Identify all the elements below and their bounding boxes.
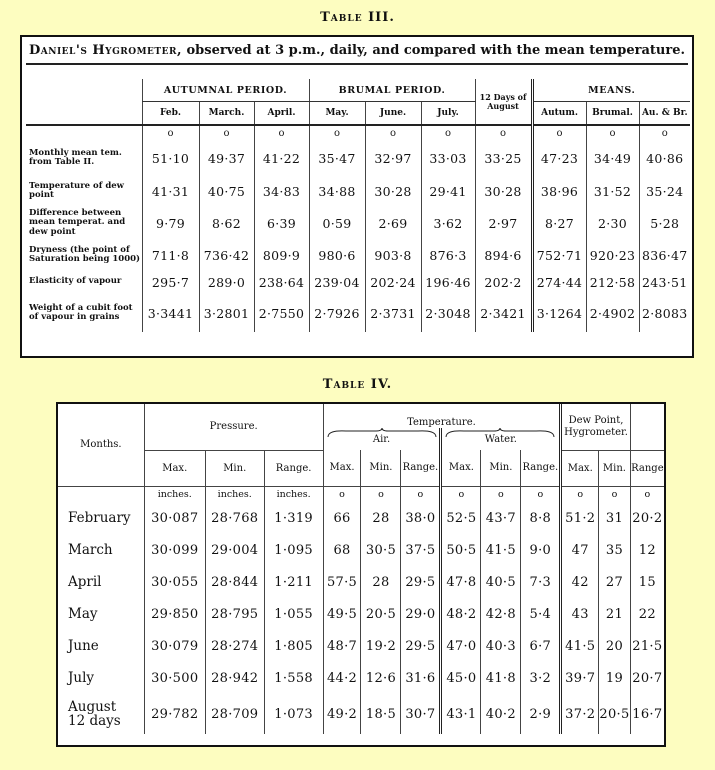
table-cell: 48·2 bbox=[441, 598, 481, 630]
table-cell: 41·31 bbox=[142, 176, 199, 206]
table-cell: 49·2 bbox=[323, 694, 361, 734]
table-cell: 38·0 bbox=[401, 502, 441, 534]
col-brumal: Brumal. bbox=[586, 102, 639, 126]
table-cell: 1·805 bbox=[264, 630, 323, 662]
table-cell: 2·4902 bbox=[586, 294, 639, 332]
table-cell: 5·28 bbox=[639, 206, 690, 240]
pressure-range: Range. bbox=[264, 450, 323, 486]
table-cell: 12 bbox=[630, 534, 664, 566]
col-april: April. bbox=[254, 102, 309, 126]
table-cell: 40·2 bbox=[481, 694, 521, 734]
table-cell: 876·3 bbox=[421, 240, 475, 270]
table-cell: 238·64 bbox=[254, 270, 309, 294]
table-cell: 920·23 bbox=[586, 240, 639, 270]
unit-degree: o bbox=[361, 486, 401, 502]
col-july: July. bbox=[421, 102, 475, 126]
table-cell: 29·850 bbox=[144, 598, 205, 630]
pressure-min: Min. bbox=[205, 450, 264, 486]
table-cell: 29·0 bbox=[401, 598, 441, 630]
table-cell: 295·7 bbox=[142, 270, 199, 294]
dew-max: Max. bbox=[561, 450, 599, 486]
water-range: Range. bbox=[521, 450, 561, 486]
table-cell: 35·24 bbox=[639, 176, 690, 206]
table-cell: 8·62 bbox=[199, 206, 254, 240]
table-3-title-rest: observed at 3 p.m., daily, and compared with the mean temperature. bbox=[181, 43, 686, 58]
table-cell: 31 bbox=[599, 502, 631, 534]
table-cell: 29·41 bbox=[421, 176, 475, 206]
table-cell: 28 bbox=[361, 502, 401, 534]
table-row bbox=[26, 294, 690, 332]
table-row bbox=[26, 240, 690, 270]
table-cell: 34·88 bbox=[309, 176, 365, 206]
table-row bbox=[26, 140, 690, 176]
table-cell: 19 bbox=[599, 662, 631, 694]
table-cell: 3·2 bbox=[521, 662, 561, 694]
table-cell: 2·7926 bbox=[309, 294, 365, 332]
table-cell: 21 bbox=[599, 598, 631, 630]
table-cell: 1·055 bbox=[264, 598, 323, 630]
table-cell: 2·9 bbox=[521, 694, 561, 734]
table-cell: 52·5 bbox=[441, 502, 481, 534]
table-cell: 28 bbox=[361, 566, 401, 598]
group-august: 12 Days of August bbox=[475, 79, 532, 125]
table-cell: 33·03 bbox=[421, 140, 475, 176]
table-cell: 40·5 bbox=[481, 566, 521, 598]
table-cell: 202·24 bbox=[365, 270, 421, 294]
temperature-header: Temperature. bbox=[323, 404, 561, 428]
table-cell: 40·75 bbox=[199, 176, 254, 206]
table-cell: 3·1264 bbox=[532, 294, 586, 332]
table-cell: 202·2 bbox=[475, 270, 532, 294]
table-row bbox=[58, 502, 664, 534]
table-cell: 20 bbox=[599, 630, 631, 662]
pressure-max: Max. bbox=[144, 450, 205, 486]
col-autumn: Autum. bbox=[532, 102, 586, 126]
table-cell: 28·709 bbox=[205, 694, 264, 734]
table-4-panel bbox=[56, 402, 666, 747]
table-cell: 212·58 bbox=[586, 270, 639, 294]
table-cell: 42·8 bbox=[481, 598, 521, 630]
table-cell: 30·087 bbox=[144, 502, 205, 534]
table-4-body bbox=[58, 502, 664, 734]
table-cell: 31·6 bbox=[401, 662, 441, 694]
air-range: Range. bbox=[401, 450, 441, 486]
degree-mark: o bbox=[586, 125, 639, 140]
table-row bbox=[58, 534, 664, 566]
table-cell: 1·319 bbox=[264, 502, 323, 534]
table-cell: 15 bbox=[630, 566, 664, 598]
table-cell: 6·7 bbox=[521, 630, 561, 662]
table-cell: 894·6 bbox=[475, 240, 532, 270]
table-cell: 752·71 bbox=[532, 240, 586, 270]
table-cell: 41·5 bbox=[481, 534, 521, 566]
table-3-body bbox=[26, 140, 690, 332]
months-header: Months. bbox=[80, 439, 122, 451]
month-label: March bbox=[68, 542, 113, 558]
table-cell: 50·5 bbox=[441, 534, 481, 566]
degree-mark: o bbox=[142, 125, 199, 140]
table-cell: 30·28 bbox=[475, 176, 532, 206]
table-row bbox=[26, 270, 690, 294]
unit-degree: o bbox=[441, 486, 481, 502]
table-cell: 27 bbox=[599, 566, 631, 598]
water-brace-icon bbox=[444, 428, 556, 438]
table-3-panel bbox=[20, 35, 694, 358]
table-cell: 20·2 bbox=[630, 502, 664, 534]
table-cell: 20·7 bbox=[630, 662, 664, 694]
water-header bbox=[441, 428, 561, 450]
table-cell: 30·055 bbox=[144, 566, 205, 598]
table-cell: 49·37 bbox=[199, 140, 254, 176]
table-cell: 32·97 bbox=[365, 140, 421, 176]
table-cell: 20·5 bbox=[361, 598, 401, 630]
table-4-caption: Table IV. bbox=[322, 377, 393, 392]
table-cell: 2·69 bbox=[365, 206, 421, 240]
month-label: May bbox=[68, 606, 98, 622]
table-cell: 34·83 bbox=[254, 176, 309, 206]
table-cell: 30·5 bbox=[361, 534, 401, 566]
table-3-title-rule bbox=[26, 63, 688, 65]
water-min: Min. bbox=[481, 450, 521, 486]
table-cell: 38·96 bbox=[532, 176, 586, 206]
degree-mark: o bbox=[639, 125, 690, 140]
month-label: July bbox=[68, 670, 95, 686]
table-cell: 30·079 bbox=[144, 630, 205, 662]
table-cell: 0·59 bbox=[309, 206, 365, 240]
table-cell: 35·47 bbox=[309, 140, 365, 176]
table-cell: 29·004 bbox=[205, 534, 264, 566]
table-cell: 66 bbox=[323, 502, 361, 534]
month-label-line1: August bbox=[68, 699, 117, 715]
table-cell: 34·49 bbox=[586, 140, 639, 176]
table-cell: 37·5 bbox=[401, 534, 441, 566]
table-cell: 68 bbox=[323, 534, 361, 566]
table-cell: 2·3421 bbox=[475, 294, 532, 332]
table-cell: 16·7 bbox=[630, 694, 664, 734]
table-cell: 12·6 bbox=[361, 662, 401, 694]
table-3-title-name: Daniel's Hygrometer, bbox=[28, 43, 182, 58]
table-cell: 809·9 bbox=[254, 240, 309, 270]
row-label: Difference between mean temperat. and dew point bbox=[29, 207, 126, 237]
table-cell: 8·8 bbox=[521, 502, 561, 534]
table-cell: 42 bbox=[561, 566, 599, 598]
table-cell: 243·51 bbox=[639, 270, 690, 294]
table-cell: 43·7 bbox=[481, 502, 521, 534]
table-cell: 30·28 bbox=[365, 176, 421, 206]
unit-inches: inches. bbox=[264, 486, 323, 502]
table-cell: 19·2 bbox=[361, 630, 401, 662]
table-cell: 196·46 bbox=[421, 270, 475, 294]
table-cell: 47·8 bbox=[441, 566, 481, 598]
table-cell: 37·2 bbox=[561, 694, 599, 734]
table-cell: 289·0 bbox=[199, 270, 254, 294]
month-label bbox=[58, 694, 144, 734]
table-cell: 9·0 bbox=[521, 534, 561, 566]
group-autumnal: AUTUMNAL PERIOD. bbox=[142, 79, 309, 102]
table-cell: 1·095 bbox=[264, 534, 323, 566]
table-cell: 41·22 bbox=[254, 140, 309, 176]
table-cell: 57·5 bbox=[323, 566, 361, 598]
group-brumal: BRUMAL PERIOD. bbox=[309, 79, 475, 102]
dew-range: Range bbox=[630, 450, 664, 486]
table-cell: 47 bbox=[561, 534, 599, 566]
water-max: Max. bbox=[441, 450, 481, 486]
row-label: Weight of a cubit foot of vapour in grains bbox=[29, 302, 133, 322]
unit-degree: o bbox=[599, 486, 631, 502]
table-cell: 7·3 bbox=[521, 566, 561, 598]
table-3-caption: Table III. bbox=[320, 10, 395, 25]
table-cell: 3·2801 bbox=[199, 294, 254, 332]
table-cell: 29·782 bbox=[144, 694, 205, 734]
dew-point-header: Dew Point, Hygrometer. bbox=[561, 404, 630, 450]
month-label: April bbox=[68, 574, 102, 590]
unit-degree: o bbox=[521, 486, 561, 502]
month-label: June bbox=[68, 638, 99, 654]
unit-inches: inches. bbox=[205, 486, 264, 502]
pressure-header: Pressure. bbox=[144, 404, 323, 450]
table-cell: 18·5 bbox=[361, 694, 401, 734]
table-row bbox=[26, 176, 690, 206]
table-cell: 2·3731 bbox=[365, 294, 421, 332]
table-row bbox=[58, 566, 664, 598]
table-cell: 22 bbox=[630, 598, 664, 630]
table-cell: 9·79 bbox=[142, 206, 199, 240]
table-cell: 35 bbox=[599, 534, 631, 566]
table-cell: 6·39 bbox=[254, 206, 309, 240]
table-cell: 30·500 bbox=[144, 662, 205, 694]
month-label-line2: 12 days bbox=[68, 713, 121, 729]
row-label: Elasticity of vapour bbox=[29, 276, 122, 287]
col-june: June. bbox=[365, 102, 421, 126]
table-cell: 2·3048 bbox=[421, 294, 475, 332]
dew-min: Min. bbox=[599, 450, 631, 486]
table-cell: 2·30 bbox=[586, 206, 639, 240]
table-cell: 49·5 bbox=[323, 598, 361, 630]
unit-degree: o bbox=[401, 486, 441, 502]
table-3-grid bbox=[26, 79, 690, 332]
degree-mark: o bbox=[365, 125, 421, 140]
air-brace-icon bbox=[326, 428, 438, 438]
col-feb: Feb. bbox=[142, 102, 199, 126]
table-cell: 5·4 bbox=[521, 598, 561, 630]
table-3-title bbox=[22, 43, 692, 58]
table-cell: 711·8 bbox=[142, 240, 199, 270]
table-cell: 47·0 bbox=[441, 630, 481, 662]
table-row bbox=[26, 206, 690, 240]
table-row bbox=[58, 630, 664, 662]
table-cell: 44·2 bbox=[323, 662, 361, 694]
table-cell: 2·7550 bbox=[254, 294, 309, 332]
table-cell: 21·5 bbox=[630, 630, 664, 662]
table-cell: 28·942 bbox=[205, 662, 264, 694]
unit-degree: o bbox=[323, 486, 361, 502]
degree-mark: o bbox=[254, 125, 309, 140]
table-cell: 48·7 bbox=[323, 630, 361, 662]
table-cell: 2·8083 bbox=[639, 294, 690, 332]
unit-degree: o bbox=[630, 486, 664, 502]
table-cell: 29·5 bbox=[401, 630, 441, 662]
table-4-grid bbox=[58, 404, 664, 734]
degree-mark: o bbox=[475, 125, 532, 140]
table-cell: 1·211 bbox=[264, 566, 323, 598]
table-cell: 30·7 bbox=[401, 694, 441, 734]
table-row bbox=[58, 662, 664, 694]
table-cell: 20·5 bbox=[599, 694, 631, 734]
table-cell: 43·1 bbox=[441, 694, 481, 734]
table-cell: 980·6 bbox=[309, 240, 365, 270]
unit-degree: o bbox=[481, 486, 521, 502]
table-cell: 39·7 bbox=[561, 662, 599, 694]
table-cell: 41·8 bbox=[481, 662, 521, 694]
table-cell: 28·844 bbox=[205, 566, 264, 598]
table-row bbox=[58, 598, 664, 630]
table-cell: 28·768 bbox=[205, 502, 264, 534]
air-label: Air. bbox=[372, 433, 391, 445]
table-cell: 8·27 bbox=[532, 206, 586, 240]
table-cell: 3·62 bbox=[421, 206, 475, 240]
table-cell: 29·5 bbox=[401, 566, 441, 598]
table-cell: 1·073 bbox=[264, 694, 323, 734]
row-label: Dryness (the point of Saturation being 1000) bbox=[29, 244, 141, 264]
table-cell: 40·3 bbox=[481, 630, 521, 662]
unit-degree: o bbox=[561, 486, 599, 502]
col-au-br: Au. & Br. bbox=[639, 102, 690, 126]
table-cell: 903·8 bbox=[365, 240, 421, 270]
unit-inches: inches. bbox=[144, 486, 205, 502]
table-cell: 239·04 bbox=[309, 270, 365, 294]
degree-mark: o bbox=[421, 125, 475, 140]
table-cell: 3·3441 bbox=[142, 294, 199, 332]
degree-mark: o bbox=[532, 125, 586, 140]
air-max: Max. bbox=[323, 450, 361, 486]
group-means: MEANS. bbox=[532, 79, 690, 102]
degree-mark: o bbox=[199, 125, 254, 140]
table-cell: 28·795 bbox=[205, 598, 264, 630]
row-label: Monthly mean tem. from Table II. bbox=[29, 147, 122, 167]
row-label: Temperature of dew point bbox=[29, 180, 124, 200]
table-cell: 47·23 bbox=[532, 140, 586, 176]
table-cell: 51·10 bbox=[142, 140, 199, 176]
table-cell: 2·97 bbox=[475, 206, 532, 240]
table-row bbox=[58, 694, 664, 734]
table-cell: 31·52 bbox=[586, 176, 639, 206]
table-cell: 41·5 bbox=[561, 630, 599, 662]
table-cell: 30·099 bbox=[144, 534, 205, 566]
water-label: Water. bbox=[484, 433, 517, 445]
degree-mark: o bbox=[309, 125, 365, 140]
table-cell: 45·0 bbox=[441, 662, 481, 694]
table-cell: 43 bbox=[561, 598, 599, 630]
table-cell: 274·44 bbox=[532, 270, 586, 294]
table-cell: 51·2 bbox=[561, 502, 599, 534]
table-cell: 1·558 bbox=[264, 662, 323, 694]
air-min: Min. bbox=[361, 450, 401, 486]
table-cell: 28·274 bbox=[205, 630, 264, 662]
month-label: February bbox=[68, 510, 131, 526]
table-cell: 40·86 bbox=[639, 140, 690, 176]
col-march: March. bbox=[199, 102, 254, 126]
col-may: May. bbox=[309, 102, 365, 126]
table-cell: 836·47 bbox=[639, 240, 690, 270]
table-cell: 736·42 bbox=[199, 240, 254, 270]
table-cell: 33·25 bbox=[475, 140, 532, 176]
air-header bbox=[323, 428, 441, 450]
